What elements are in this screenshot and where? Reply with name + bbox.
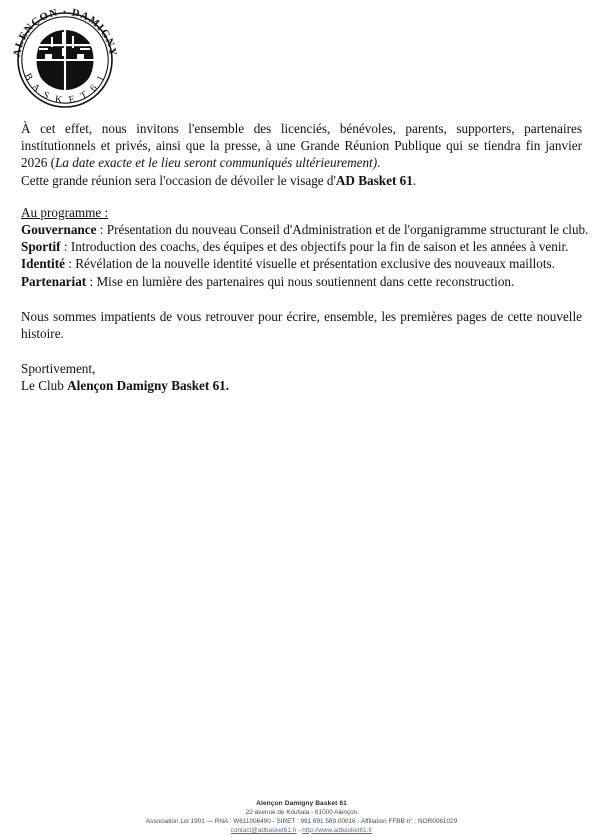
paragraph-closing: Nous sommes impatients de vous retrouver pour écrire, ensemble, les premières pages de cette nouvelle histoire. <box>21 308 582 342</box>
programme-item-label: Sportif <box>21 239 61 255</box>
programme-item-gouvernance <box>21 221 589 238</box>
page-footer <box>0 799 603 836</box>
programme-item-identite <box>21 255 582 272</box>
paragraph-invitation-text-a: À cet effet, nous invitons l'ensemble des licenciés, bénévoles, parents, supporters, partenaires institutionnels et privés, ainsi que la presse, à une Grande Réunion Publique qui se tiendra fin janvier 2026 ( <box>21 121 582 171</box>
programme-item-partenariat <box>21 273 582 290</box>
programme-item-text: Mise en lumière des partenaires qui nous soutiennent dans cette reconstruction. <box>96 273 515 289</box>
signoff-club-name: Alençon Damigny Basket 61. <box>67 378 230 394</box>
footer-link-separator: - <box>296 826 303 834</box>
spacer-before-signoff <box>21 342 582 360</box>
paragraph-invitation-text-c: . <box>377 155 381 171</box>
footer-address: 22 avenue de Koutiala - 61000 Alençon <box>245 808 358 816</box>
programme-item-text: Révélation de la nouvelle identité visuelle et présentation exclusive des nouveaux maillots. <box>75 256 555 272</box>
logo-basketball-motif <box>35 30 95 90</box>
paragraph-invitation <box>21 120 582 172</box>
spacer-before-programme <box>21 189 582 204</box>
paragraph-reveal-brand: AD Basket 61 <box>335 172 413 188</box>
signoff-line: Sportivement, <box>21 361 96 377</box>
signoff-prefix: Le Club <box>21 378 68 394</box>
programme-item-label: Identité <box>21 256 65 272</box>
paragraph-reveal-text-a: Cette grande réunion sera l'occasion de dévoiler le visage d' <box>21 172 336 188</box>
paragraph-invitation-italic: La date exacte et le lieu seront communiqués ultérieurement) <box>55 155 378 171</box>
programme-item-sportif <box>21 238 582 255</box>
logo-arc-top-text: ALENÇON · DAMIGNY <box>11 6 119 58</box>
spacer-before-closing <box>21 290 582 308</box>
footer-club-name: Alençon Damigny Basket 61 <box>256 799 347 807</box>
programme-heading <box>21 204 582 221</box>
programme-item-text: Présentation du nouveau Conseil d'Administration et de l'organigramme structurant le club. <box>106 222 589 238</box>
programme-item-label: Partenariat <box>21 273 87 289</box>
programme-item-label: Gouvernance <box>21 222 97 238</box>
letter-body <box>21 120 589 395</box>
programme-item-separator: : <box>96 222 107 238</box>
footer-website-link[interactable]: http://www.adbasket61.fr <box>302 826 373 834</box>
footer-email-link[interactable]: contact@adbasket61.fr <box>230 826 297 834</box>
programme-heading-text: Au programme : <box>21 204 109 220</box>
signoff-club-line <box>21 377 582 394</box>
paragraph-reveal-text-c: . <box>412 172 417 188</box>
programme-item-separator: : <box>86 273 97 289</box>
programme-item-separator: : <box>64 256 76 272</box>
logo-arc-bottom-text: B A S K E T 6 1 <box>21 71 109 107</box>
paragraph-reveal <box>21 172 582 189</box>
programme-item-text: Introduction des coachs, des équipes et des objectifs pour la fin de saison et les années à venir. <box>70 239 569 255</box>
club-logo-svg <box>6 4 124 108</box>
footer-legal-info: Association Loi 1901 — RNA : W611006490 - SIRET : 991 691 569 00016 - Affiliation FFBB n° : NOR0061029 <box>145 817 458 825</box>
footer-contact-links <box>0 826 603 836</box>
club-logo <box>6 4 124 108</box>
programme-item-separator: : <box>60 239 71 255</box>
